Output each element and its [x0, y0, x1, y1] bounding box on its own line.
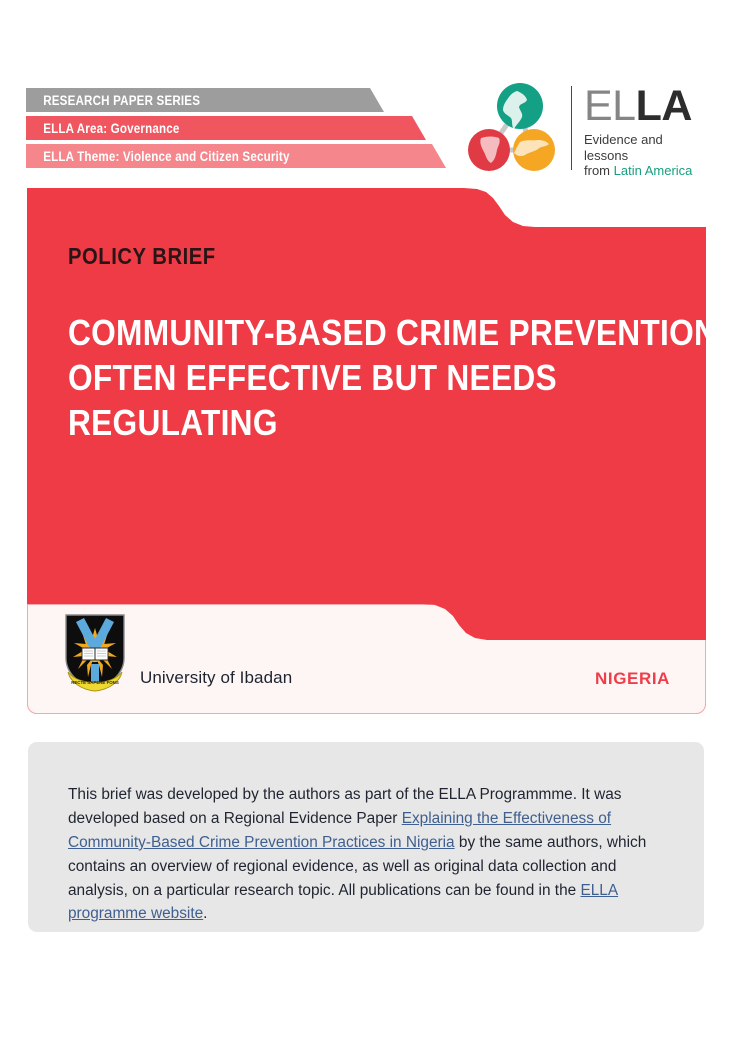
tagline-highlight: Latin America: [613, 163, 693, 178]
wordmark-la: LA: [635, 82, 692, 130]
ella-programme-website-link[interactable]: ELLA programme website: [68, 881, 619, 923]
ella-tagline: [584, 132, 708, 179]
title-line-1: COMMUNITY-BASED CRIME PREVENTION:: [68, 312, 728, 353]
note-text: [68, 783, 666, 926]
banner-ella-theme: [26, 144, 446, 168]
banner-label-series: RESEARCH PAPER SERIES: [43, 92, 201, 108]
title-line-3: REGULATING: [68, 402, 278, 443]
tagline-prefix: from: [584, 163, 614, 178]
ella-wordmark: [584, 84, 708, 128]
banner-research-paper-series: [26, 88, 446, 112]
tagline-line-1: Evidence and lessons: [584, 132, 663, 163]
regional-evidence-paper-link[interactable]: Explaining the Effectiveness of Community-Based Crime Prevention Practices in Nigeria: [68, 810, 612, 851]
ella-logo-text: [584, 84, 708, 179]
ella-globe-nodes-icon: [458, 78, 564, 178]
country-label: NIGERIA: [595, 669, 671, 688]
ella-logo: [458, 78, 708, 178]
banner-label-area: ELLA Area: Governance: [43, 120, 180, 136]
university-of-ibadan-crest-icon: [62, 612, 128, 692]
page-eyebrow: POLICY BRIEF: [68, 243, 216, 269]
wordmark-el: EL: [584, 82, 636, 130]
title-line-2: OFTEN EFFECTIVE BUT NEEDS: [68, 357, 557, 398]
page-title: [68, 310, 728, 445]
banner-label-theme: ELLA Theme: Violence and Citizen Security: [43, 148, 290, 164]
banner-ella-area: [26, 116, 446, 140]
note-box: [28, 742, 704, 932]
note-segment-2: by the same authors, which contains an overview of regional evidence, as well as original data collection and analysis, on a particular research topic. All publications can be found in the: [68, 833, 647, 899]
header-banner-group: [26, 88, 446, 172]
svg-text:RECTE SAPERE FONS: RECTE SAPERE FONS: [71, 680, 119, 685]
tagline-line-2: [584, 163, 708, 179]
institution-name: University of Ibadan: [140, 668, 293, 687]
note-segment-1: This brief was developed by the authors as part of the ELLA Programmme. It was developed based on a Regional Evidence Paper: [68, 786, 622, 828]
note-segment-3: .: [203, 905, 208, 923]
logo-divider: [571, 86, 572, 170]
